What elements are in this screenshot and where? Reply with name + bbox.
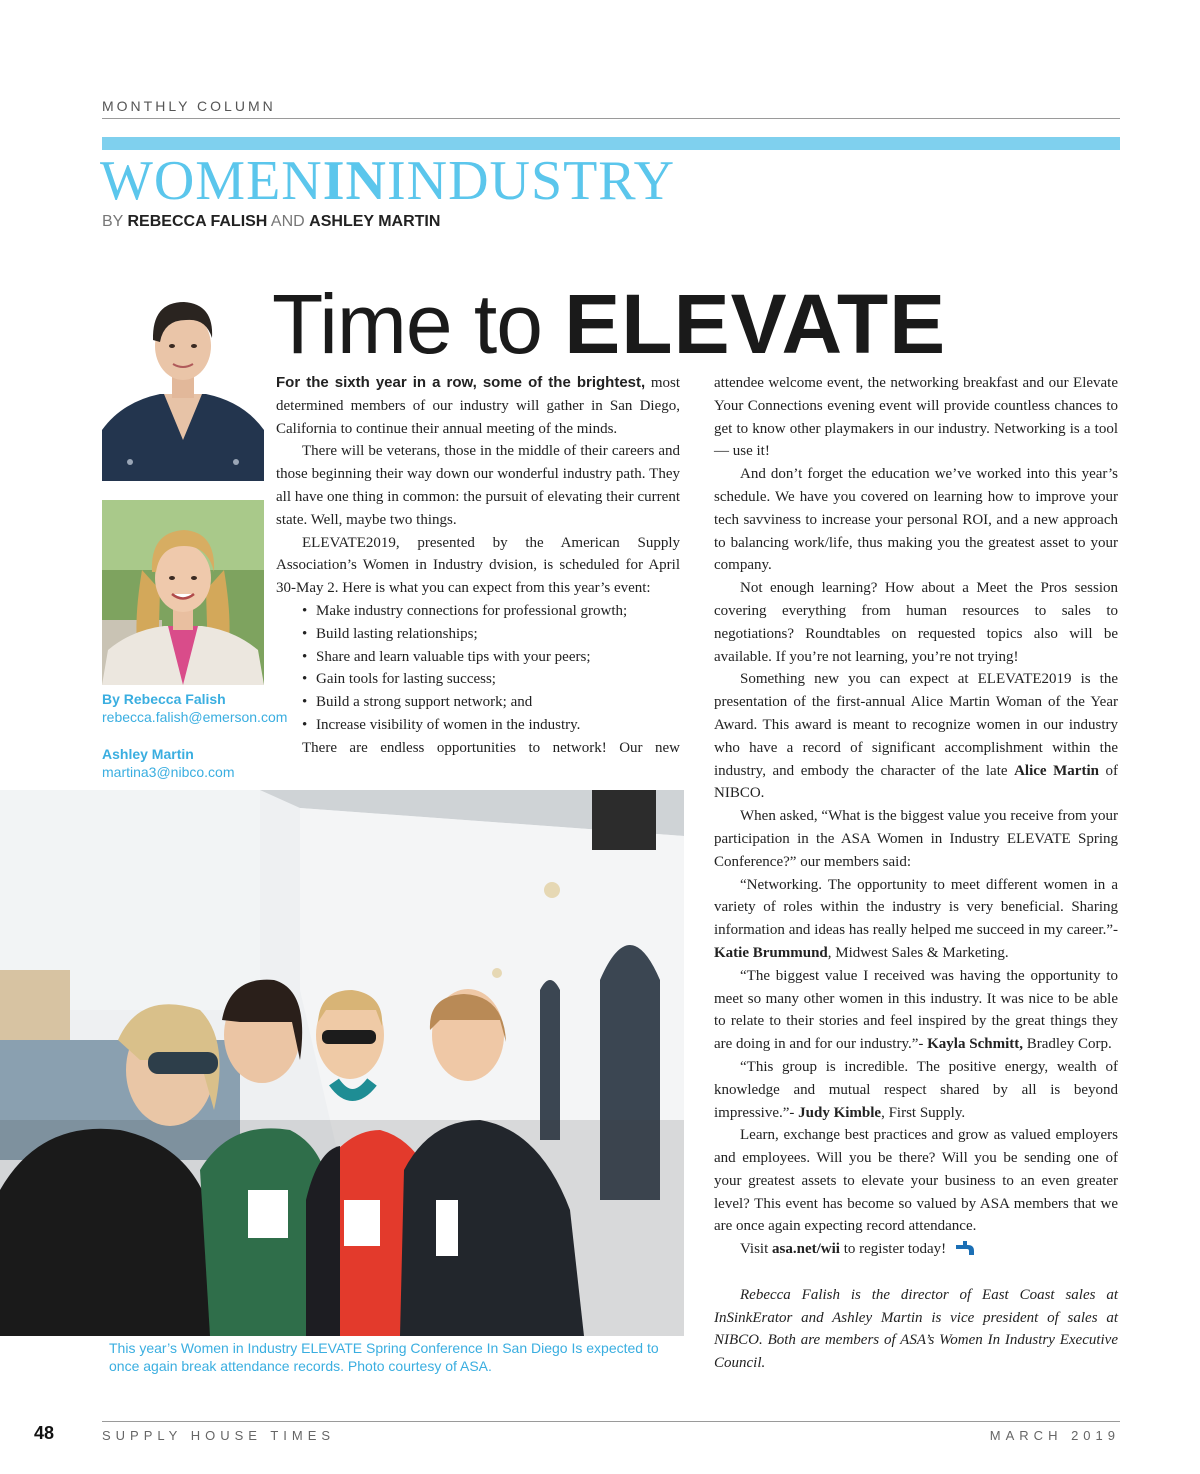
quote-text: “The biggest value I received was having the opportunity to meet so many other women in this industry. It was nice to be able to relate to their stories and feel inspired by the great things they are doing in and for our industry.”- xyxy=(714,967,1118,1053)
paragraph: ELEVATE2019, presented by the American Supply Association’s Women in Industry dvision, is scheduled for April 30-May 2. Here is what you can expect from this year’s event: xyxy=(276,534,680,597)
paragraph xyxy=(714,668,1118,805)
quote-text: “Networking. The opportunity to meet different women in a variety of roles within the industry is very beneficial. Sharing information and ideas has really helped me succeed in my career.”- xyxy=(714,876,1118,939)
lead-in: For the sixth year in a row, some of the brightest, xyxy=(276,374,646,391)
column-title-industry: INDUSTRY xyxy=(386,150,676,212)
column-kicker: MONTHLY COLUMN xyxy=(102,98,276,114)
quote-attribution: Kayla Schmitt, xyxy=(927,1036,1023,1053)
author-photo-ashley xyxy=(102,500,264,685)
quote xyxy=(714,1056,1118,1124)
headline-light: Time to xyxy=(272,277,565,371)
byline-by: BY xyxy=(102,213,128,230)
author-email[interactable]: rebecca.falish@emerson.com xyxy=(102,709,288,725)
headline-bold: ELEVATE xyxy=(564,277,947,371)
paragraph-text: most determined members of our industry will gather in San Diego, California to continue their annual meeting of the minds. xyxy=(276,375,680,437)
list-item: • Increase visibility of women in the industry. xyxy=(302,714,680,737)
article-column-2 xyxy=(714,372,1118,1375)
publication-name: SUPPLY HOUSE TIMES xyxy=(102,1428,336,1443)
paragraph: Learn, exchange best practices and grow as valued employers and employees. Will you be there? Will you be sending one of your greatest assets to elevate your business to an even greater level? This event has become so valued by ASA members that we are once again expecting record attendance. xyxy=(714,1127,1118,1235)
author-contact-1 xyxy=(102,690,288,726)
list-item: • Gain tools for lasting success; xyxy=(302,668,680,691)
paragraph: There are endless opportunities to network! Our new xyxy=(302,739,680,756)
quote-company: , First Supply. xyxy=(881,1104,966,1121)
page-number: 48 xyxy=(34,1423,55,1443)
paragraph: And don’t forget the education we’ve worked into this year’s schedule. We have you covered on learning how to improve your tech savviness to increase your personal ROI, and a new approach to balancing work/life, thus making you the greatest asset to your company. xyxy=(714,466,1118,574)
paragraph-text: to register today! xyxy=(839,1241,947,1258)
quote-attribution: Katie Brummund xyxy=(714,944,828,961)
paragraph xyxy=(276,372,680,440)
kicker-rule xyxy=(102,118,1120,119)
list-item: • Build lasting relationships; xyxy=(302,623,680,646)
list-item: • Make industry connections for professional growth; xyxy=(302,600,680,623)
quote xyxy=(714,874,1118,965)
bold-name: Alice Martin xyxy=(1014,762,1099,779)
author-bio: Rebecca Falish is the director of East Coast sales at InSinkErator and Ashley Martin is vice president of sales at NIBCO. Both are members of ASA’s Women In Industry Executive Council. xyxy=(714,1286,1118,1372)
list-item: • Build a strong support network; and xyxy=(302,691,680,714)
event-photo xyxy=(0,790,684,1336)
end-mark-icon xyxy=(954,1239,976,1255)
quote-text: “This group is incredible. The positive energy, wealth of knowledge and mutual respect shared by all is beyond impressive.”- xyxy=(714,1058,1118,1121)
author-name: Ashley Martin xyxy=(102,746,194,762)
column-title xyxy=(100,150,675,212)
author-photo-rebecca xyxy=(102,290,264,481)
byline xyxy=(102,212,440,232)
paragraph-text: Something new you can expect at ELEVATE2019 is the presentation of the first-annual Alice Martin Woman of the Year Award. This award is meant to recognize women in our industry who have a record of significant accomplishment within the industry, and embody the character of the late xyxy=(714,671,1118,779)
byline-and: AND xyxy=(267,213,310,230)
author-email[interactable]: martina3@nibco.com xyxy=(102,764,235,780)
paragraph-text: of NIBCO. xyxy=(714,762,1118,802)
paragraph-text: Visit xyxy=(740,1241,773,1258)
quote xyxy=(714,965,1118,1056)
byline-author-1: REBECCA FALISH xyxy=(127,213,268,230)
column-title-women: WOMEN xyxy=(100,150,323,212)
headline xyxy=(272,278,946,370)
event-benefits-list xyxy=(276,600,680,737)
quote-company: , Midwest Sales & Marketing. xyxy=(827,944,1009,961)
author-contact-2 xyxy=(102,745,272,781)
paragraph: There will be veterans, those in the middle of their careers and those beginning their way down our wonderful industry path. They all have one thing in common: the pursuit of elevating their current state. Well, maybe two things. xyxy=(276,443,680,528)
issue-date: MARCH 2019 xyxy=(989,1428,1120,1443)
article-column-1 xyxy=(276,372,680,760)
paragraph: attendee welcome event, the networking breakfast and our Elevate Your Connections evening event will provide countless chances to get to know other playmakers in our industry. Networking is a tool — use it! xyxy=(714,375,1118,460)
byline-author-2: ASHLEY MARTIN xyxy=(309,213,441,230)
accent-band xyxy=(102,137,1120,150)
quote-company: Bradley Corp. xyxy=(1022,1036,1112,1053)
paragraph xyxy=(714,1238,1118,1261)
footer-rule xyxy=(102,1421,1120,1422)
list-item: • Share and learn valuable tips with your peers; xyxy=(302,646,680,669)
paragraph: Not enough learning? How about a Meet the Pros session covering everything from human resources to sales to negotiations? Roundtables on requested topics also will be available. If you’re not learning, you’re not trying! xyxy=(714,580,1118,665)
column-title-in: IN xyxy=(322,150,387,212)
quote-attribution: Judy Kimble xyxy=(798,1104,882,1121)
register-link[interactable]: asa.net/wii xyxy=(772,1241,840,1258)
paragraph: When asked, “What is the biggest value you receive from your participation in the ASA Women in Industry ELEVATE Spring Conference?” our members said: xyxy=(714,808,1118,870)
photo-caption: This year’s Women in Industry ELEVATE Spring Conference In San Diego Is expected to once again break attendance records. Photo courtesy of ASA. xyxy=(109,1340,659,1374)
author-name: By Rebecca Falish xyxy=(102,691,226,707)
